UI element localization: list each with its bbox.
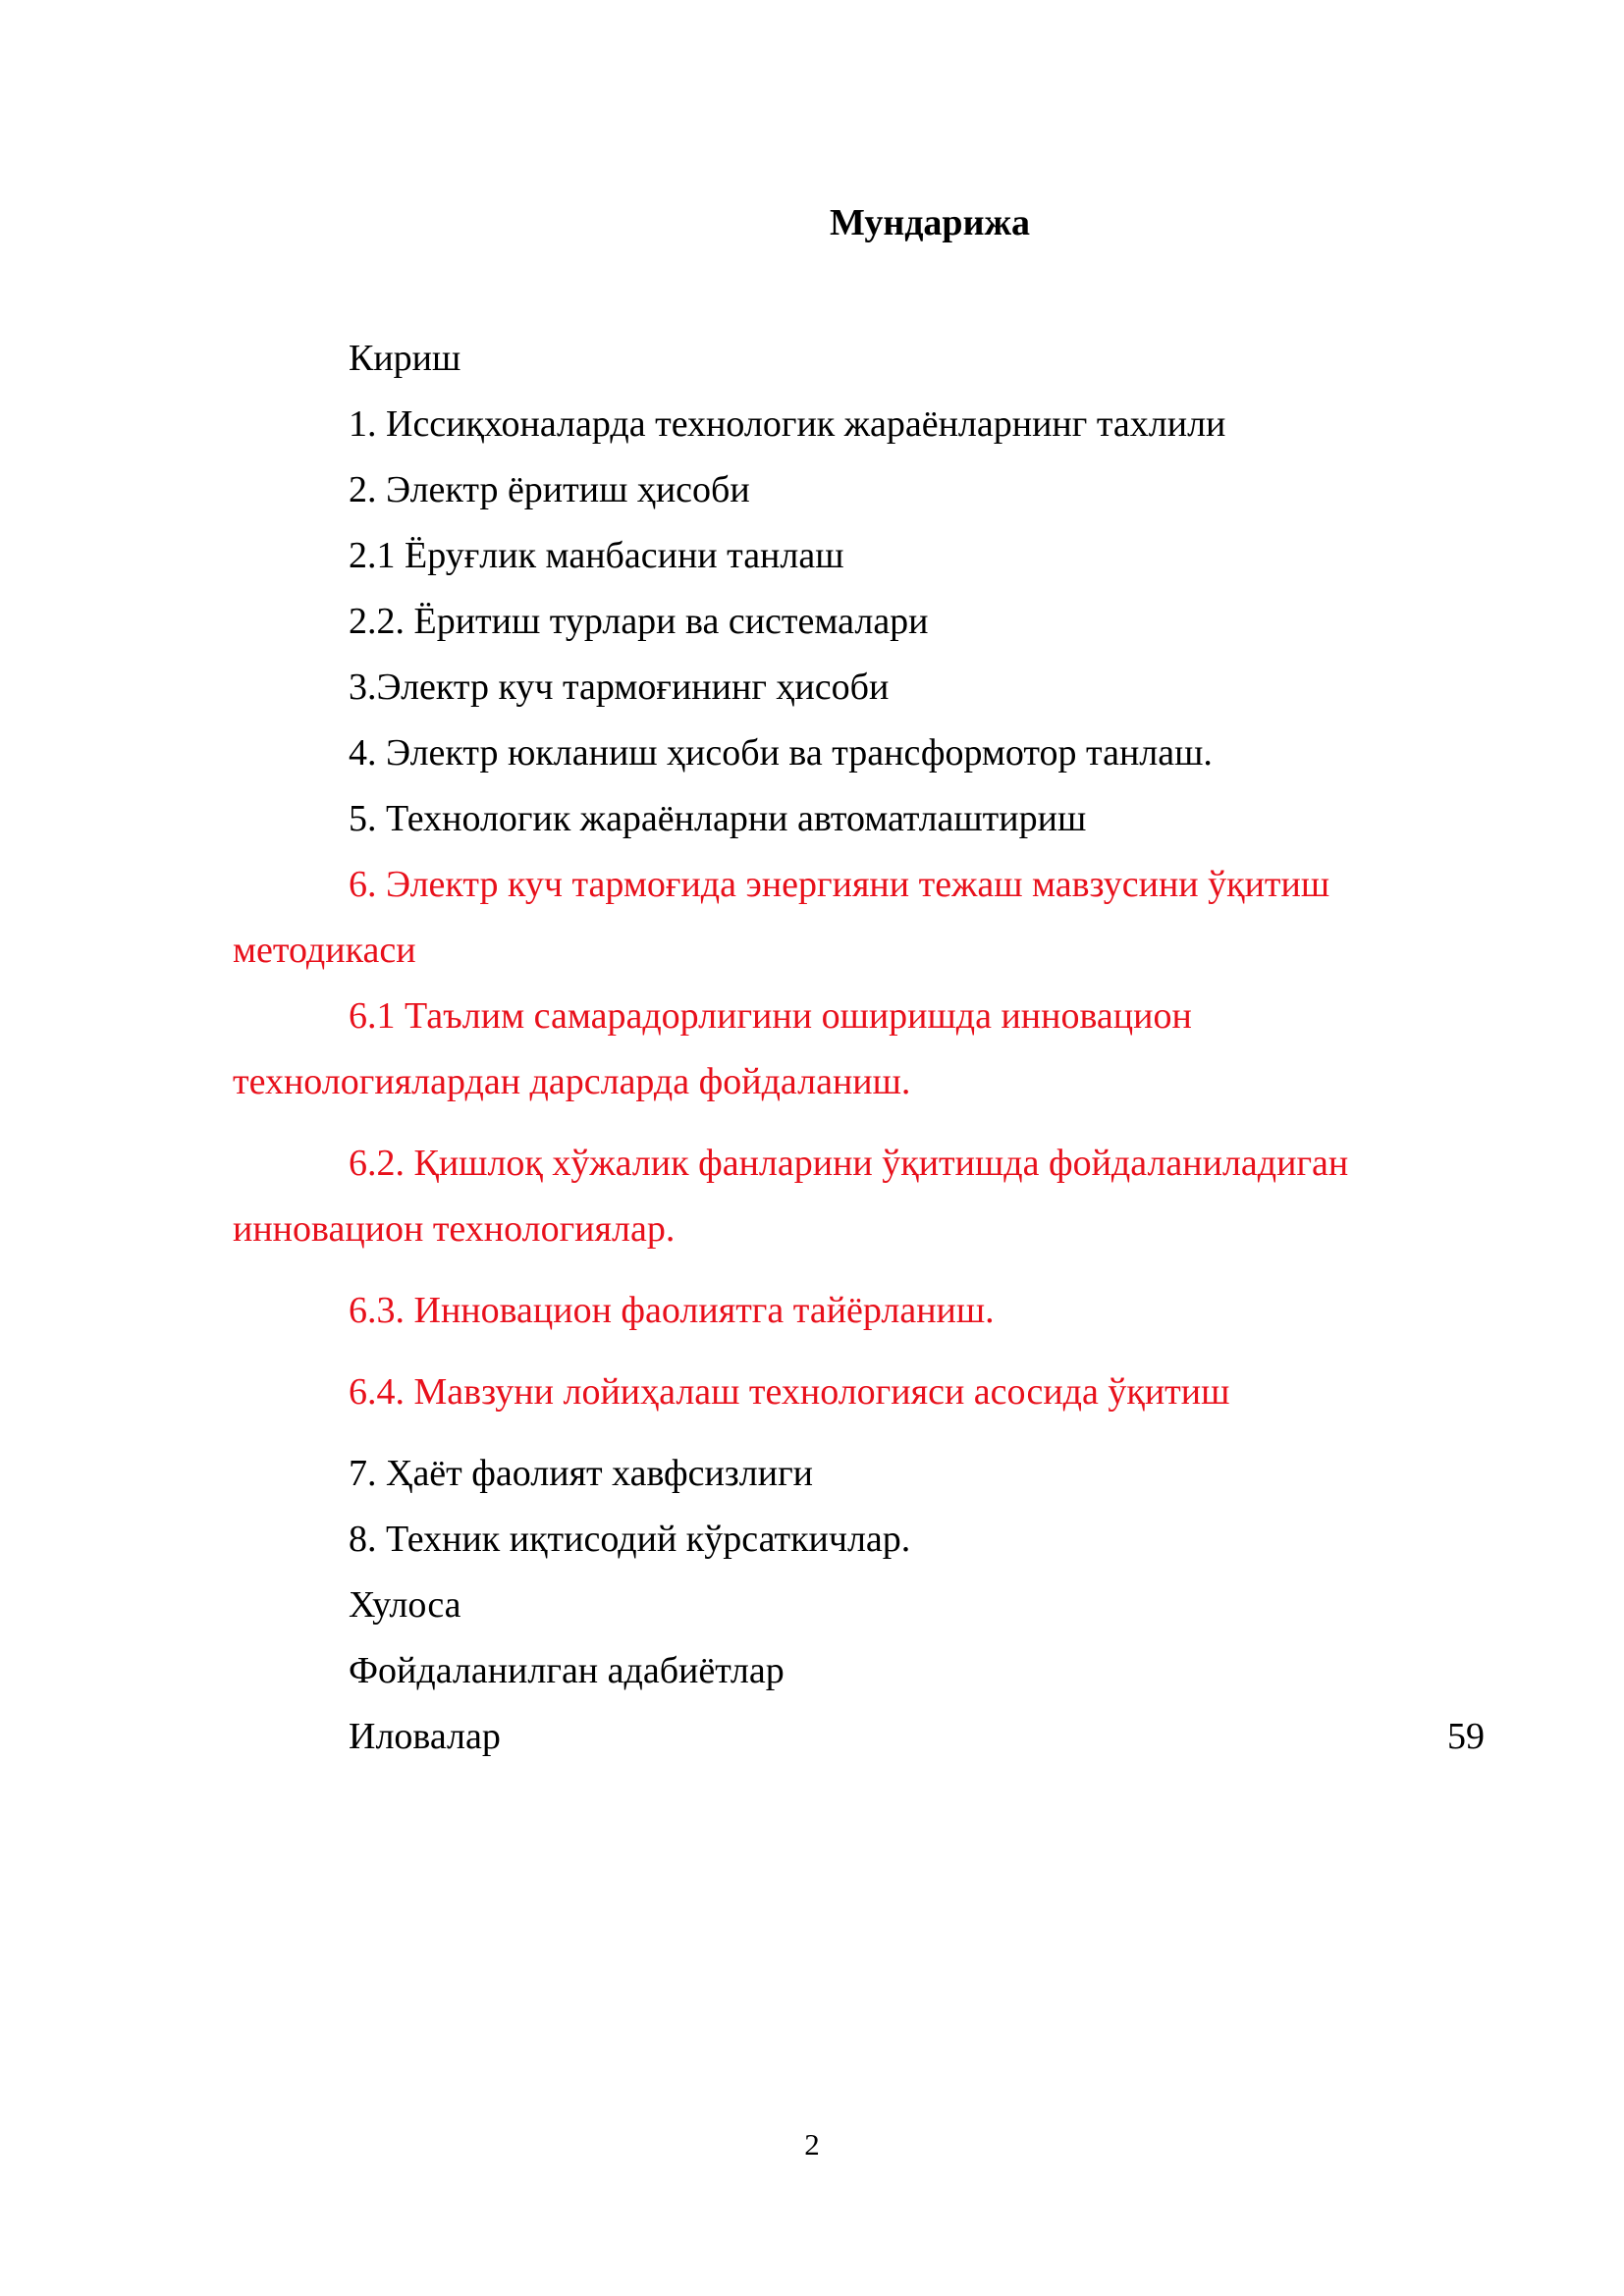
toc-item-references: Фойдаланилган адабиётлар [349,1650,785,1691]
toc-item-8: 8. Техник иқтисодий кўрсаткичлар. [349,1519,911,1560]
toc-item-appendices-page: 59 [1447,1716,1485,1757]
toc-item-appendices-label: Иловалар [349,1716,501,1757]
toc-item-6-4: 6.4. Мавзуни лойиҳалаш технологияси асосида ўқитиш [349,1371,1230,1413]
toc-item-appendices [233,1704,1485,1770]
toc-item-6-1: 6.1 Таълим самарадорлигини оширишда инновацион технологиялардан дарсларда фойдаланиш. [233,995,1192,1102]
toc-item-2-2: 2.2. Ёритиш турлари ва системалари [349,601,929,642]
toc-item-7: 7. Ҳаёт фаолият хавфсизлиги [349,1453,814,1494]
toc-item-intro: Кириш [349,338,461,379]
table-of-contents [233,326,1485,1770]
page-title: Мундарижа [829,202,1031,243]
toc-item-6: 6. Электр куч тармоғида энергияни тежаш мавзусини ўқитиш методикаси [233,864,1330,971]
toc-item-conclusion: Хулоса [349,1584,461,1626]
toc-item-6-3: 6.3. Инновацион фаолиятга тайёрланиш. [349,1290,995,1331]
page-number: 2 [804,2127,820,2162]
toc-item-6-2: 6.2. Қишлоқ хўжалик фанларини ўқитишда фойдаланиладиган инновацион технологиялар. [233,1143,1349,1250]
toc-item-2-1: 2.1 Ёруғлик манбасини танлаш [349,535,844,576]
toc-item-4: 4. Электр юкланиш ҳисоби ва трансформотор танлаш. [349,732,1213,774]
toc-item-1: 1. Иссиқхоналарда технологик жараёнларнинг тахлили [349,403,1226,445]
toc-item-5: 5. Технологик жараёнларни автоматлаштириш [349,798,1087,839]
toc-item-3: 3.Электр куч тармоғининг ҳисоби [349,667,890,708]
toc-item-2: 2. Электр ёритиш ҳисоби [349,469,750,510]
